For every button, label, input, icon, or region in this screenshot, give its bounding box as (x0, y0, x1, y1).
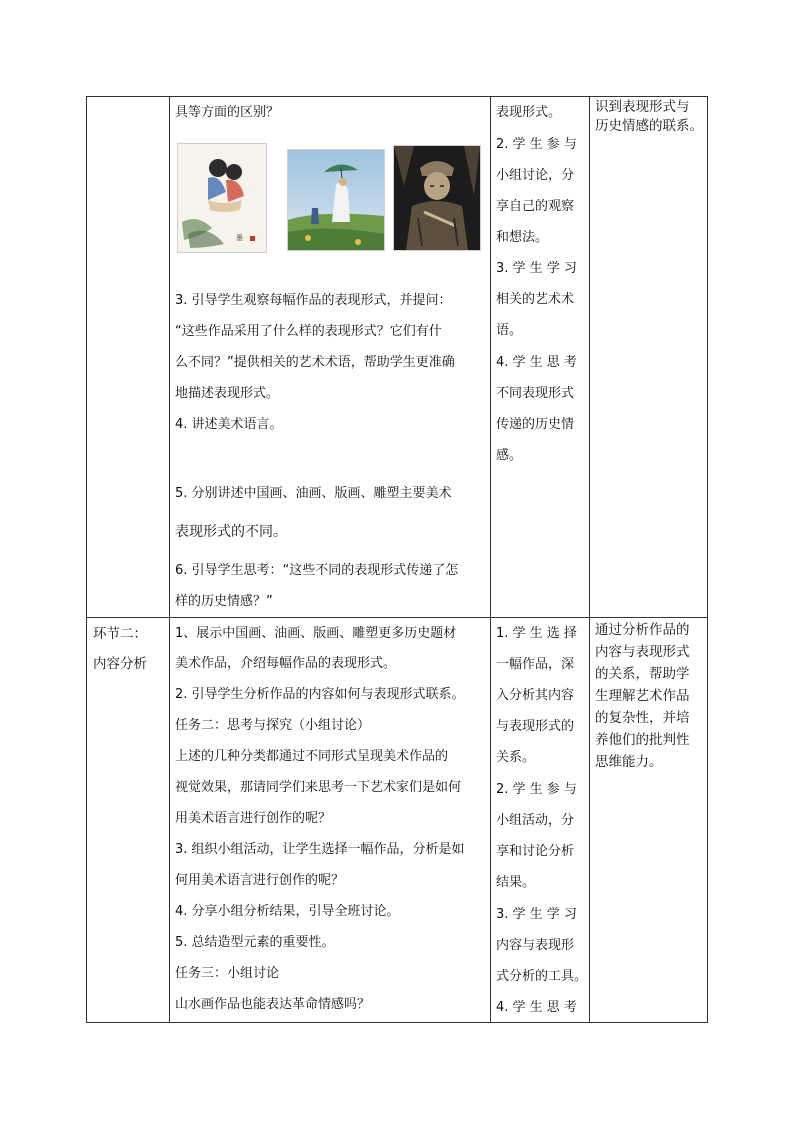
text-line: 任务二：思考与探究（小组讨论） (175, 718, 371, 733)
text-line: 样的历史情感？” (175, 594, 273, 609)
text-line: 感。 (496, 448, 523, 463)
svg-text:墨: 墨 (236, 234, 243, 242)
text-line: 1. 学 生 选 择 (496, 626, 577, 641)
text-line: 传递的历史情 (496, 417, 575, 432)
ink-painting-thumbnail (177, 143, 267, 253)
text-line: 通过分析作品的 (595, 622, 690, 638)
stage-subtitle: 内容分析 (93, 656, 147, 672)
oil-painting-thumbnail (287, 149, 385, 251)
text-line: 享和讨论分析 (496, 844, 575, 859)
text-line: 3. 学 生 学 习 (496, 907, 577, 922)
column-divider (169, 97, 170, 1022)
text-line: 山水画作品也能表达革命情感吗？ (175, 997, 371, 1012)
text-line: 用美术语言进行创作的呢？ (175, 811, 332, 826)
text-line: 任务三：小组讨论 (175, 966, 280, 981)
text-line: 内容与表现形式 (595, 644, 690, 660)
text-line: 6. 引导学生思考：“这些不同的表现形式传递了怎 (175, 563, 459, 578)
text-line: 享自己的观察 (496, 199, 575, 214)
woodcut-print-thumbnail (393, 145, 481, 251)
text-line: 表现形式。 (496, 105, 562, 120)
text-line: 视觉效果，那请同学们来思考一下艺术家们是如何 (175, 780, 462, 795)
text-line: 何用美术语言进行创作的呢？ (175, 873, 345, 888)
stage-title: 环节二： (93, 626, 147, 642)
text-line: 一幅作品，深 (496, 657, 575, 672)
text-line: 美术作品，介绍每幅作品的表现形式。 (175, 656, 397, 671)
lesson-plan-table (86, 96, 708, 1023)
text-line: 3. 学 生 学 习 (496, 261, 577, 276)
text-line: 思维能力。 (595, 754, 663, 770)
text-line: 3. 组织小组活动，让学生选择一幅作品，分析是如 (175, 842, 465, 857)
text-line: 地描述表现形式。 (175, 386, 280, 401)
text-line: 相关的艺术术 (496, 292, 575, 307)
text-line: 不同表现形式 (496, 386, 575, 401)
text-line: 养他们的批判性 (595, 732, 690, 748)
text-line: 与表现形式的 (496, 719, 575, 734)
text-line: 语。 (496, 323, 523, 338)
text-line: 识到表现形式与 (595, 99, 690, 115)
text-line: 内容与表现形 (496, 938, 575, 953)
text-line: 么不同？”提供相关的艺术术语，帮助学生更准确 (175, 355, 455, 370)
text-line: 5. 分别讲述中国画、油画、版画、雕塑主要美术 (175, 486, 452, 501)
text-line: “这些作品采用了什么样的表现形式？它们有什 (175, 324, 442, 339)
text-line: 的复杂性，并培 (595, 710, 690, 726)
text-line: 4. 学 生 思 考 (496, 355, 577, 370)
text-line: 的关系，帮助学 (595, 666, 690, 682)
text-line: 2. 引导学生分析作品的内容如何与表现形式联系。 (175, 687, 465, 702)
text-line: 4. 分享小组分析结果，引导全班讨论。 (175, 904, 400, 919)
text-line: 入分析其内容 (496, 688, 575, 703)
text-line: 小组活动，分 (496, 813, 575, 828)
text-line: 3. 引导学生观察每幅作品的表现形式，并提问： (175, 293, 452, 308)
text-line: 表现形式的不同。 (175, 524, 287, 540)
text-line: 2. 学 生 参 与 (496, 137, 577, 152)
column-divider (490, 97, 491, 1022)
text-line: 5. 总结造型元素的重要性。 (175, 935, 335, 950)
text-line: 4. 学 生 思 考 (496, 1000, 577, 1015)
text-line: 关系。 (496, 750, 536, 765)
column-divider (589, 97, 590, 1022)
text-line: 2. 学 生 参 与 (496, 782, 577, 797)
text-line: 式分析的工具。 (496, 969, 588, 984)
text-line: 小组讨论，分 (496, 168, 575, 183)
text-line: 具等方面的区别？ (175, 105, 280, 120)
text-line: 上述的几种分类都通过不同形式呈现美术作品的 (175, 749, 449, 764)
text-line: 结果。 (496, 875, 536, 890)
text-line: 和想法。 (496, 230, 549, 245)
text-line: 历史情感的联系。 (595, 118, 703, 134)
text-line: 4. 讲述美术语言。 (175, 417, 283, 432)
text-line: 生理解艺术作品 (595, 688, 690, 704)
text-line: 1、展示中国画、油画、版画、雕塑更多历史题材 (175, 626, 457, 641)
